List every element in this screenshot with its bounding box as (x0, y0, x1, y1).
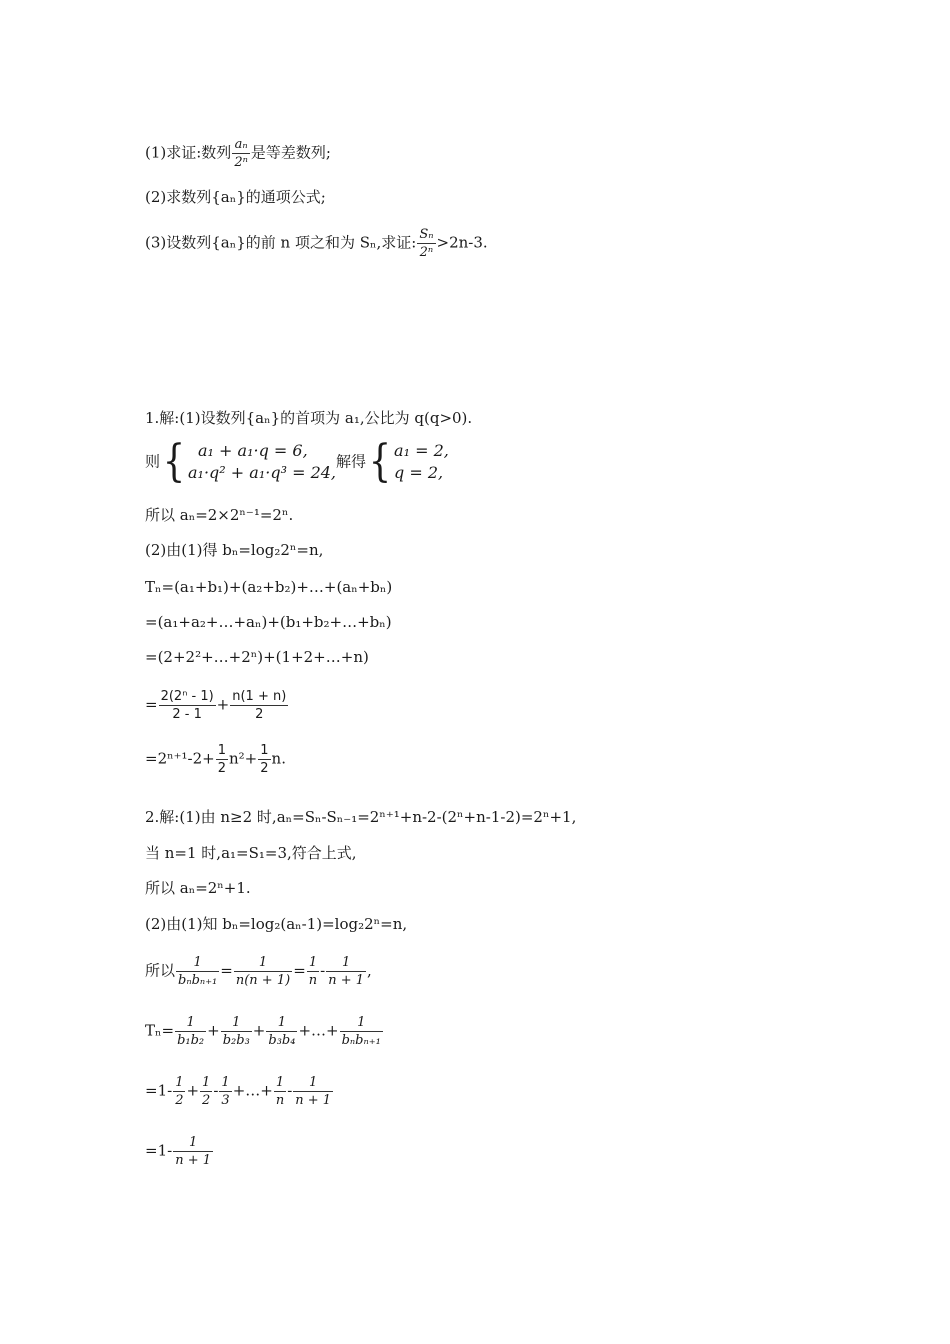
solve-label: 解得 (336, 452, 367, 471)
solution1-t1: Tₙ=(a₁+b₁)+(a₂+b₂)+…+(aₙ+bₙ) (145, 578, 393, 596)
fraction-b3b4: $\frac{1}{\text{b₃b₄}}$ (268, 1015, 296, 1048)
part1-after: 是等差数列; (250, 143, 331, 162)
solution1-part2: (2)由(1)得 bₙ=log₂2ⁿ=n, (145, 541, 324, 559)
solution2-l6: Tₙ= $\frac{1}{\text{b₁b₂}}$ + $\frac{1}{\text{b₂b₃}}$ + $\frac{1}{\text{b₃b₄}}$ +…+ $\frac{1}{\text{bₙbₙ₊₁}}$ (145, 1015, 381, 1048)
left-brace: { (162, 436, 186, 487)
fraction-third: $\frac{1}{3}$ (221, 1075, 230, 1108)
fraction-bnbn1: $\frac{1}{\text{bₙbₙ₊₁}}$ (341, 1015, 381, 1048)
solution1-t2: =(a₁+a₂+…+aₙ)+(b₁+b₂+…+bₙ) (145, 613, 392, 631)
solution1-t3: =(2+2²+…+2ⁿ)+(1+2+…+n) (145, 648, 369, 666)
fraction-half-a: $\frac{1}{2}$ (175, 1075, 184, 1108)
fraction-half-1: $\frac{1}{2}$ (217, 743, 226, 776)
fraction-half-2: $\frac{1}{2}$ (260, 743, 269, 776)
part3-after: >2n-3. (436, 233, 488, 252)
fraction-arithmetic-sum: $\frac{n(1 + n)}{2}$ (232, 689, 287, 722)
solution1-t5: =2ⁿ⁺¹-2+ $\frac{1}{2}$ n²+ $\frac{1}{2}$ n. (145, 743, 286, 776)
fraction-recip-n1-b: $\frac{1}{n + 1}$ (295, 1075, 332, 1108)
solution2-header: 2.解:(1)由 n≥2 时,aₙ=Sₙ-Sₙ₋₁=2ⁿ⁺¹+n-2-(2ⁿ+n-1-2)=2ⁿ+1, (145, 808, 577, 826)
solution1-so: 所以 aₙ=2×2ⁿ⁻¹=2ⁿ. (145, 506, 294, 524)
solution1-t4: = $\frac{\text{2(2ⁿ - 1)}}{2 - 1}$ + $\frac{n(1 + n)}{2}$ (145, 689, 287, 722)
solution1-system (145, 436, 449, 487)
result-system: a₁ = 2, q = 2, (394, 441, 449, 482)
fraction-b2b3: $\frac{1}{\text{b₂b₃}}$ (222, 1015, 250, 1048)
fraction-sn-over-2n: $\frac{\text{Sₙ}}{\text{2ⁿ}}$ (419, 227, 434, 260)
solution2-l2: 当 n=1 时,a₁=S₁=3,符合上式, (145, 844, 357, 862)
fraction-recip-n-plus-1: $\frac{1}{n + 1}$ (328, 955, 365, 988)
fraction-recip-n-n1: $\frac{1}{n(n + 1)}$ (235, 955, 291, 988)
fraction-recip-n-b: $\frac{1}{n}$ (275, 1075, 285, 1108)
fraction-b1b2: $\frac{1}{\text{b₁b₂}}$ (177, 1015, 205, 1048)
solution1-header: 1.解:(1)设数列{aₙ}的首项为 a₁,公比为 q(q>0). (145, 409, 473, 427)
solution2-l5: 所以 $\frac{1}{\text{bₙbₙ₊₁}}$ = $\frac{1}{n(n + 1)}$ = $\frac{1}{n}$ - $\frac{1}{n + 1}$ , (145, 955, 372, 988)
fraction-geometric-sum: $\frac{\text{2(2ⁿ - 1)}}{2 - 1}$ (160, 689, 214, 722)
part1-label: (1)求证:数列 (145, 143, 232, 162)
fraction-recip-n: $\frac{1}{n}$ (308, 955, 318, 988)
left-brace-result: { (368, 436, 392, 487)
problem-part2: (2)求数列{aₙ}的通项公式; (145, 188, 326, 206)
solution2-l4: (2)由(1)知 bₙ=log₂(aₙ-1)=log₂2ⁿ=n, (145, 915, 408, 933)
problem-part1 (145, 138, 331, 169)
solution2-l7: =1- $\frac{1}{2}$ + $\frac{1}{2}$ - $\frac{1}{3}$ +…+ $\frac{1}{n}$ - $\frac{1}{n + 1}$ (145, 1075, 332, 1108)
then-label: 则 (145, 452, 161, 471)
fraction-final: $\frac{1}{n + 1}$ (175, 1135, 211, 1168)
part3-before: (3)设数列{aₙ}的前 n 项之和为 Sₙ,求证: (145, 233, 417, 252)
solution2-l8: =1- $\frac{1}{n + 1}$ (145, 1135, 211, 1168)
fraction-half-b: $\frac{1}{2}$ (202, 1075, 211, 1108)
fraction-recip-bn: $\frac{1}{\text{bₙbₙ₊₁}}$ (178, 955, 218, 988)
solution2-l3: 所以 aₙ=2ⁿ+1. (145, 879, 251, 897)
problem-part3 (145, 228, 488, 259)
equation-system: a₁ + a₁·q = 6, a₁·q² + a₁·q³ = 24, (188, 441, 337, 482)
fraction-an-over-2n: $\frac{\text{aₙ}}{\text{2ⁿ}}$ (234, 137, 248, 170)
